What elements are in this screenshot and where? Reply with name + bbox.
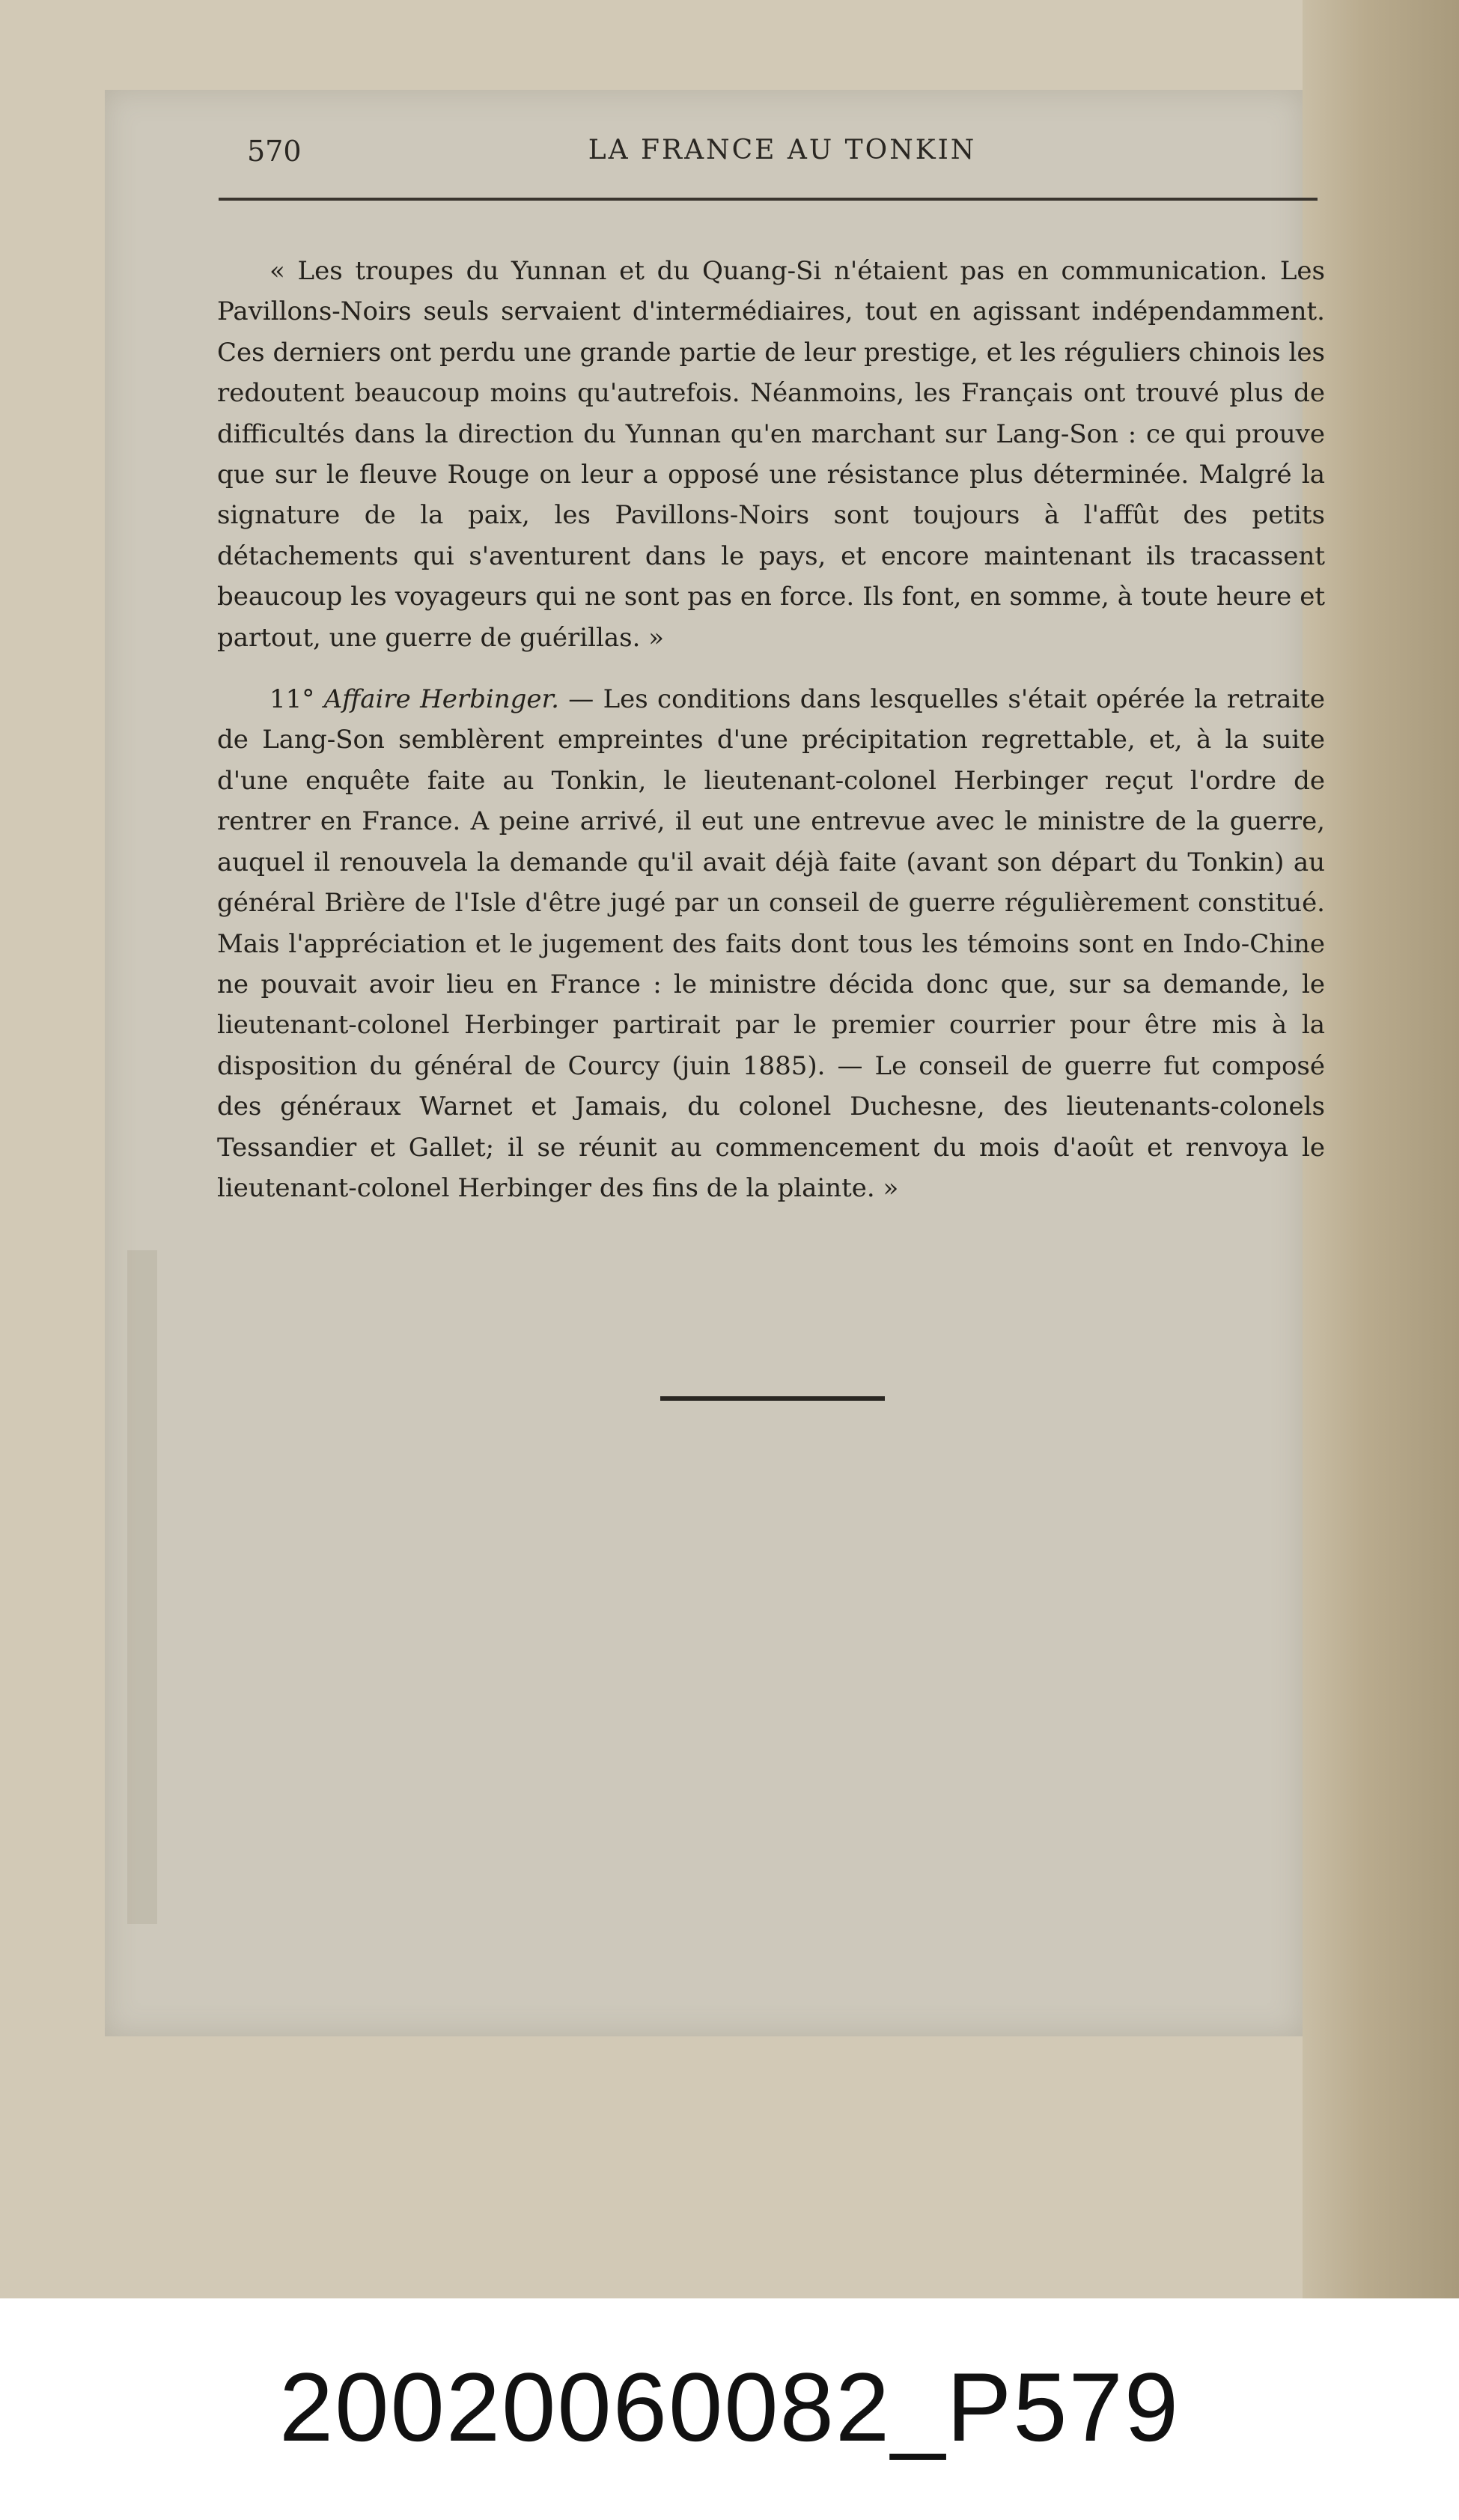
- running-head: [247, 135, 1318, 180]
- running-title: LA FRANCE AU TONKIN: [588, 135, 977, 165]
- page-edge: [1303, 0, 1459, 2298]
- image-caption: 20020060082_P579: [278, 2352, 1181, 2462]
- section-number: 11°: [269, 684, 315, 715]
- end-rule: [660, 1396, 885, 1401]
- header-rule: [219, 198, 1318, 201]
- section-body: — Les conditions dans lesquelles s'était opérée la retraite de Lang-Son semblèrent empreintes d'une précipitation regrettable, et, à la suite d'une enquête faite au Tonkin, le lieutenant-colonel Herbinger reçut l'ordre de rentrer en France. A peine arrivé, il eut une entrevue avec le ministre de la guerre, auquel il renouvela la demande qu'il avait déjà faite (avant son départ du Tonkin) au général Brière de l'Isle d'être jugé par un conseil de guerre régulièrement constitué. Mais l'appréciation et le jugement des faits dont tous les témoins sont en Indo-Chine ne pouvait avoir lieu en France : le ministre décida donc que, sur sa demande, le lieutenant-colonel Herbinger partirait par le premier courrier pour être mis à la disposition du général de Courcy (juin 1885). — Le conseil de guerre fut composé des généraux Warnet et Jamais, du colonel Duchesne, des lieutenants-colonels Tessandier et Gallet; il se réunit au commencement du mois d'août et renvoya le lieutenant-colonel Herbinger des fins de la plainte. »: [217, 684, 1326, 1203]
- paragraph-quote: « Les troupes du Yunnan et du Quang-Si n'étaient pas en communication. Les Pavillons-Noirs seuls servaient d'intermédiaires, tout en agissant indépendamment. Ces derniers ont perdu une grande partie de leur prestige, et les réguliers chinois les redoutent beaucoup moins qu'autrefois. Néanmoins, les Français ont trouvé plus de difficultés dans la direction du Yunnan qu'en marchant sur Lang-Son : ce qui prouve que sur le fleuve Rouge on leur a opposé une résistance plus déterminée. Malgré la signature de la paix, les Pavillons-Noirs sont toujours à l'affût des petits détachements qui s'aventurent dans le pays, et encore maintenant ils tracassent beaucoup les voyageurs qui ne sont pas en force. Ils font, en somme, à toute heure et partout, une guerre de guérillas. »: [217, 256, 1325, 653]
- plate-mark: [127, 1250, 157, 1924]
- body-text: [217, 251, 1325, 1208]
- section-heading: Affaire Herbinger.: [323, 684, 559, 715]
- page-number: 570: [247, 135, 302, 168]
- paragraph-affaire-herbinger: [217, 679, 1325, 1208]
